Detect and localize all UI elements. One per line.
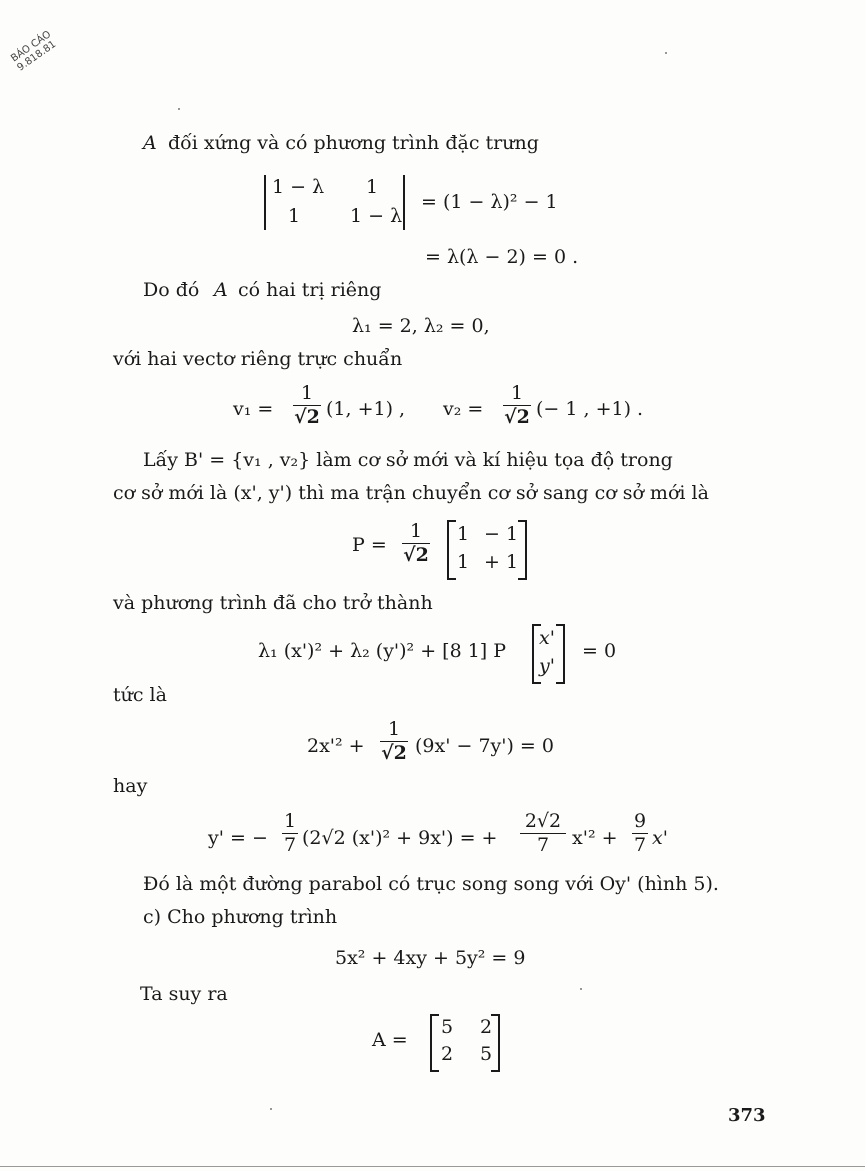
eigenvalues: λ₁ = 2, λ₂ = 0, bbox=[352, 315, 490, 337]
eq1-rhs: = 0 bbox=[582, 640, 617, 662]
text-line-7: tức là bbox=[113, 684, 167, 706]
text-line-2-post: có hai trị riêng bbox=[238, 279, 382, 301]
page-number: 373 bbox=[728, 1105, 766, 1126]
scan-speck bbox=[580, 988, 582, 990]
p-m22: + 1 bbox=[484, 551, 519, 573]
v2-rhs: (− 1 , +1) . bbox=[536, 398, 644, 420]
p-bracket-left bbox=[447, 520, 456, 580]
eq3-frac-1 bbox=[282, 812, 298, 855]
det-a22: 1 − λ bbox=[350, 205, 403, 227]
text-line-6: và phương trình đã cho trở thành bbox=[113, 592, 433, 614]
eq2-fraction bbox=[380, 720, 408, 763]
var-A: A bbox=[143, 132, 157, 154]
text-line-9: Đó là một đường parabol có trục song song với Oy' (hình 5). bbox=[143, 873, 719, 895]
p-m11: 1 bbox=[457, 523, 470, 545]
scan-speck bbox=[270, 1108, 272, 1110]
det-a21: 1 bbox=[288, 205, 301, 227]
eq4: 5x² + 4xy + 5y² = 9 bbox=[335, 947, 526, 969]
eq3-num-2: 2√2 bbox=[524, 810, 562, 832]
stamp-text: BÁO CÁO 9.818.81 bbox=[9, 29, 59, 74]
eq1-v1: x' bbox=[539, 627, 555, 649]
scan-speck bbox=[178, 108, 180, 110]
v1-lhs: v₁ = bbox=[233, 398, 274, 420]
var-A-2: A bbox=[214, 279, 228, 301]
v2-fraction bbox=[503, 384, 531, 427]
a-m22: 5 bbox=[480, 1043, 493, 1065]
p-den: √2 bbox=[403, 544, 429, 566]
v1-den: √2 bbox=[294, 406, 320, 428]
a-lhs: A = bbox=[372, 1029, 408, 1051]
eq3-frac-3 bbox=[632, 812, 648, 855]
p-num: 1 bbox=[409, 520, 423, 542]
eq3-frac-2 bbox=[520, 812, 566, 855]
a-bracket-left bbox=[430, 1014, 439, 1072]
v1-rhs: (1, +1) , bbox=[326, 398, 406, 420]
eq3-c: x'² + bbox=[572, 827, 618, 849]
page-bottom-rule bbox=[0, 1166, 865, 1167]
eq3-num-3: 9 bbox=[633, 810, 647, 832]
a-m12: 2 bbox=[480, 1016, 493, 1038]
v2-den: √2 bbox=[504, 406, 530, 428]
text-line-1: đối xứng và có phương trình đặc trưng bbox=[168, 132, 539, 154]
eq3-a: y' = − bbox=[208, 827, 268, 849]
eq3-d: x' bbox=[652, 827, 668, 849]
library-stamp bbox=[9, 15, 101, 104]
p-m12: − 1 bbox=[484, 523, 519, 545]
eq2-den: √2 bbox=[381, 742, 407, 764]
eq1-lhs: λ₁ (x')² + λ₂ (y')² + [8 1] P bbox=[258, 640, 507, 662]
eq2-a: 2x'² + bbox=[307, 735, 365, 757]
text-line-4: Lấy B' = {v₁ , v₂} làm cơ sở mới và kí hiệu tọa độ trong bbox=[143, 449, 673, 471]
text-line-10: c) Cho phương trình bbox=[143, 906, 338, 928]
text-line-8: hay bbox=[113, 775, 148, 797]
p-m21: 1 bbox=[457, 551, 470, 573]
text-line-2-pre: Do đó bbox=[143, 279, 200, 301]
text-line-11: Ta suy ra bbox=[140, 983, 228, 1005]
eq3-den-2: 7 bbox=[536, 834, 550, 856]
v2-lhs: v₂ = bbox=[443, 398, 484, 420]
det-rhs-2: = λ(λ − 2) = 0 . bbox=[425, 246, 579, 268]
eq1-bracket-right bbox=[556, 624, 565, 684]
det-a11: 1 − λ bbox=[272, 176, 325, 198]
v1-num: 1 bbox=[300, 382, 314, 404]
det-rhs: = (1 − λ)² − 1 bbox=[421, 191, 558, 213]
a-bracket-right bbox=[491, 1014, 500, 1072]
det-bar-left bbox=[264, 175, 266, 230]
eq3-den-3: 7 bbox=[633, 834, 647, 856]
eq3-num-1: 1 bbox=[283, 810, 297, 832]
eq3-b: (2√2 (x')² + 9x') = + bbox=[302, 827, 498, 849]
text-line-5: cơ sở mới là (x', y') thì ma trận chuyển cơ sở sang cơ sở mới là bbox=[113, 482, 709, 504]
a-m11: 5 bbox=[441, 1016, 454, 1038]
det-a12: 1 bbox=[366, 176, 379, 198]
text-line-3: với hai vectơ riêng trực chuẩn bbox=[113, 348, 403, 370]
p-fraction bbox=[402, 522, 430, 565]
eq1-v2: y' bbox=[539, 655, 555, 677]
p-bracket-right bbox=[518, 520, 527, 580]
a-m21: 2 bbox=[441, 1043, 454, 1065]
eq2-num: 1 bbox=[387, 718, 401, 740]
v2-num: 1 bbox=[510, 382, 524, 404]
eq2-b: (9x' − 7y') = 0 bbox=[415, 735, 554, 757]
det-bar-right bbox=[403, 175, 405, 230]
v1-fraction bbox=[293, 384, 321, 427]
p-lhs: P = bbox=[352, 534, 387, 556]
scan-speck bbox=[665, 52, 667, 54]
eq3-den-1: 7 bbox=[283, 834, 297, 856]
